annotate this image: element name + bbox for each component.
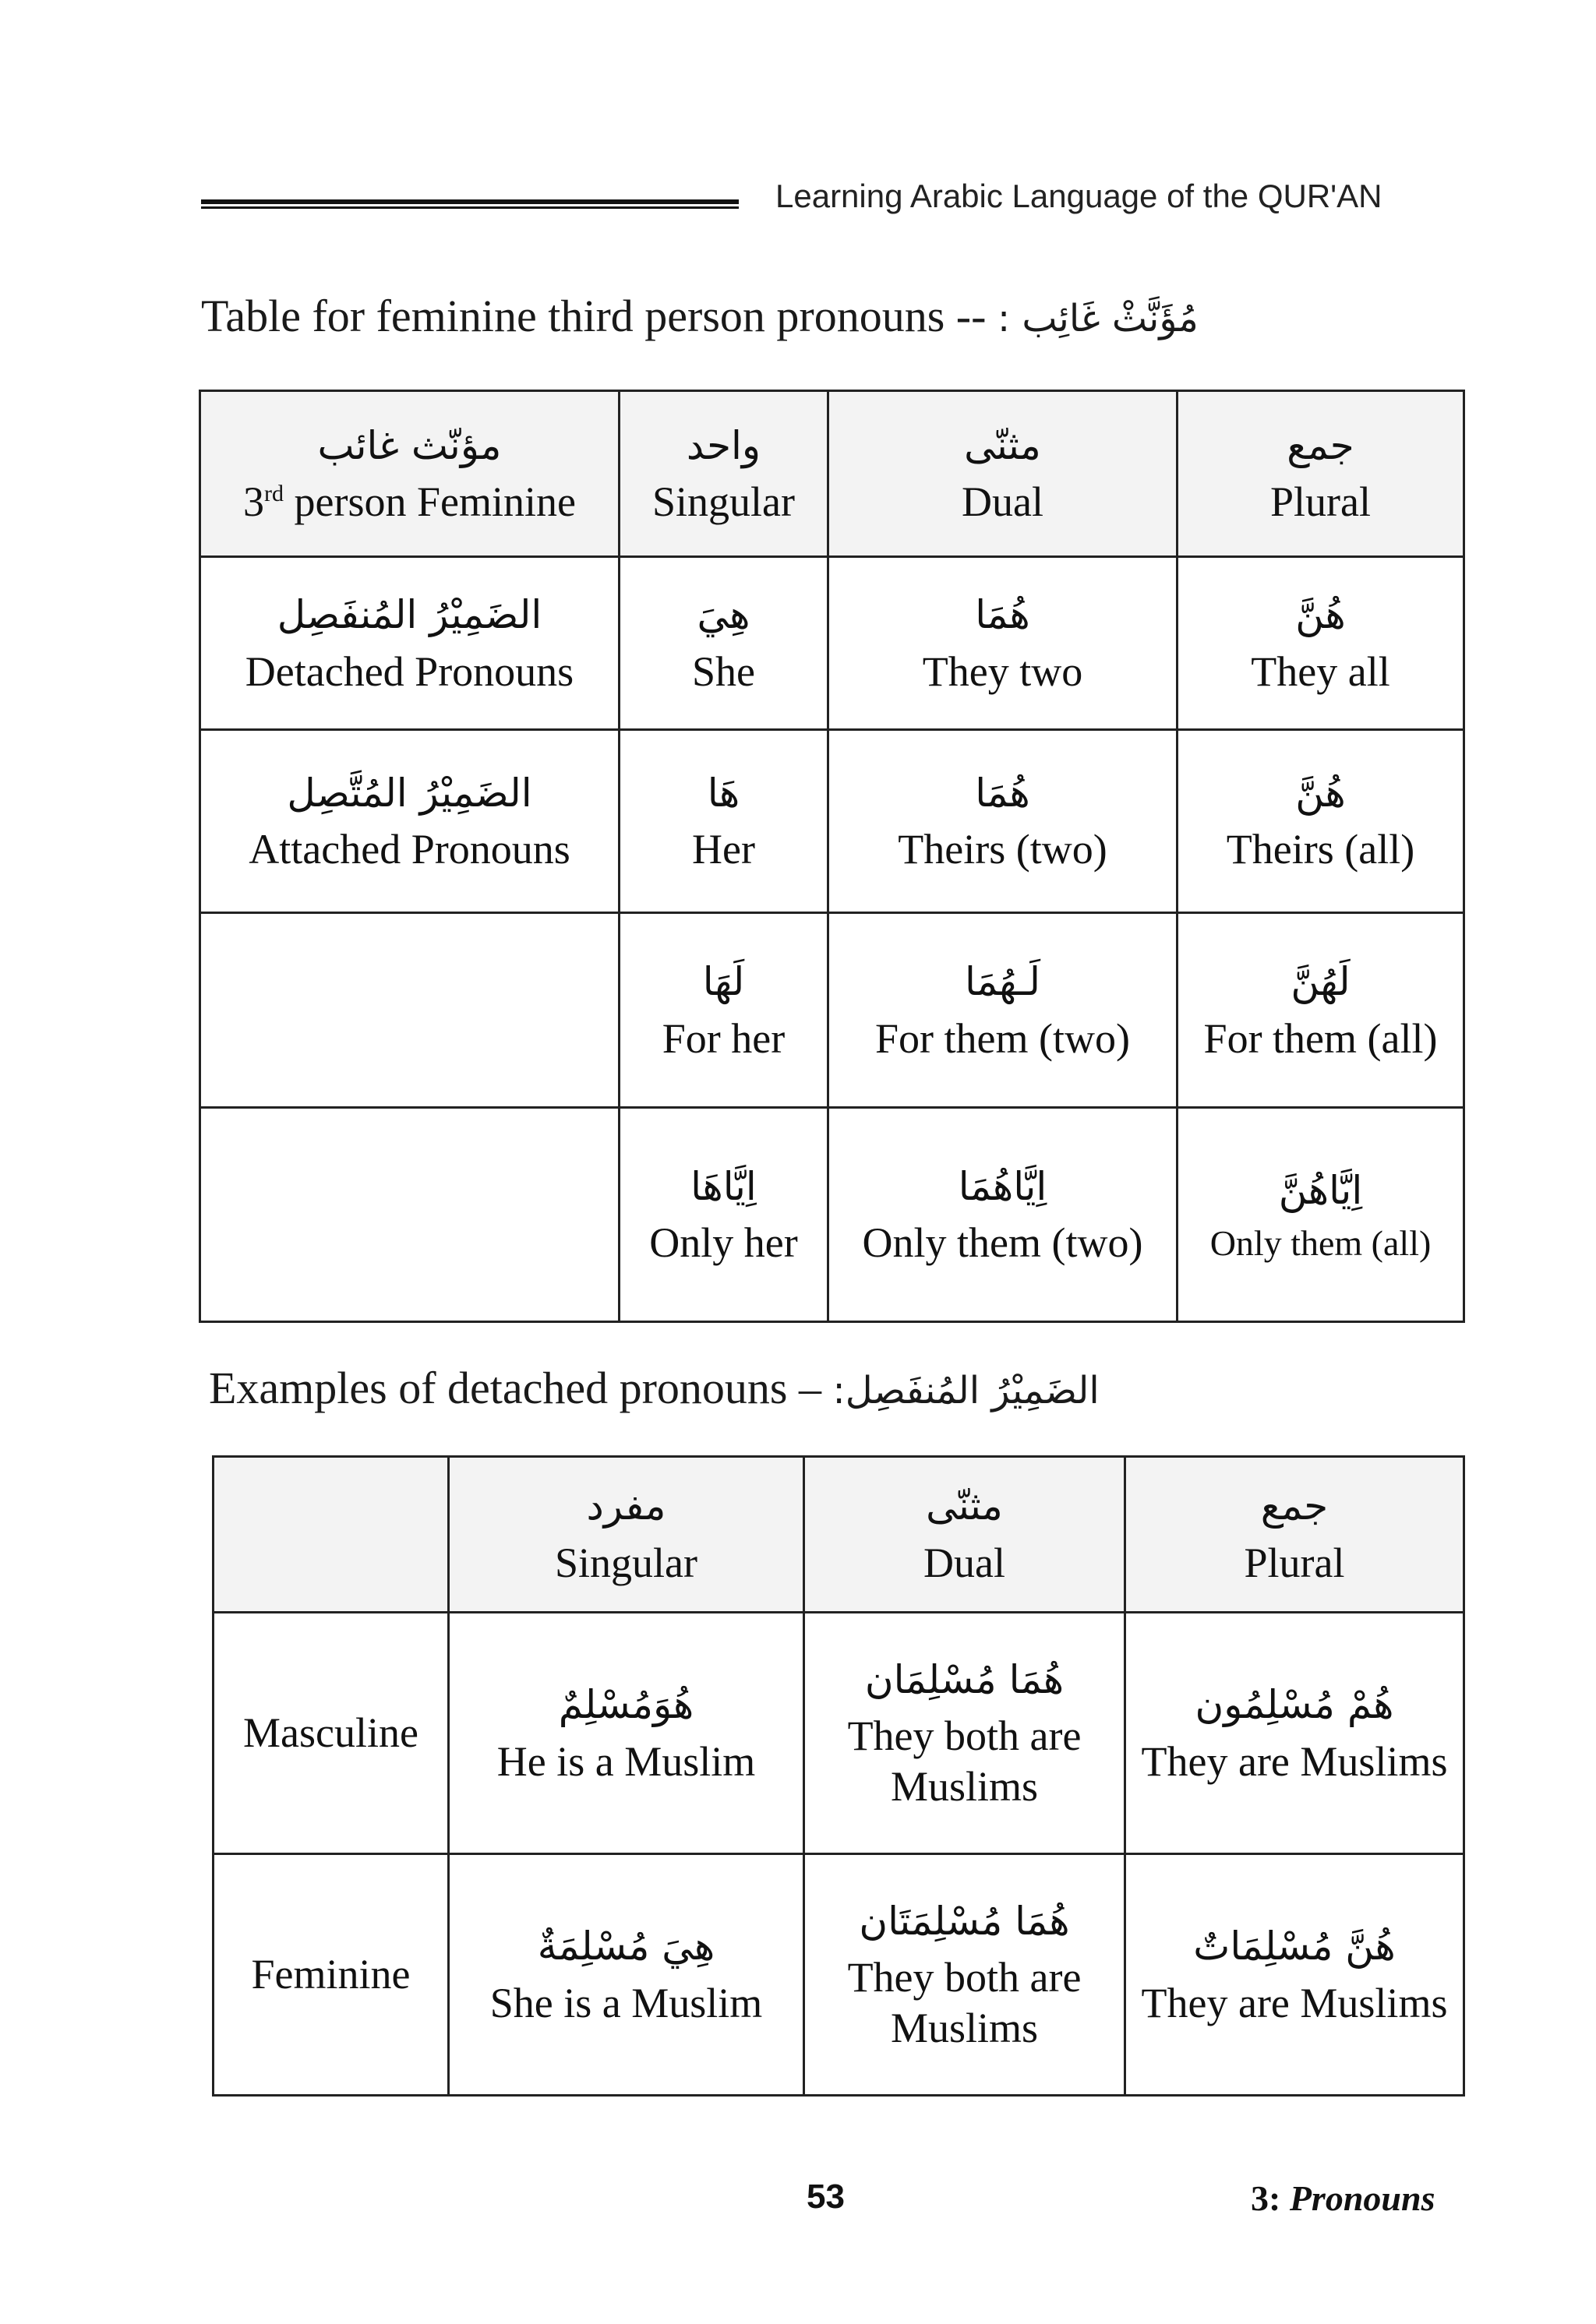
table2-intro-arabic: الضَمِيْرُ المُنفَصِل: [832, 1369, 1100, 1412]
cell-arabic: اِيَّاهُنَّ [1278, 1167, 1363, 1213]
cell-arabic: لَهُنَّ [1291, 959, 1351, 1005]
table1-header-cell [200, 391, 620, 557]
header-arabic: مثنّى [926, 1483, 1003, 1529]
cell-arabic: هُمَا مُسْلِمَان [864, 1656, 1065, 1702]
cell-english: They all [1251, 647, 1390, 695]
table-cell [828, 1108, 1178, 1322]
header-arabic: مؤنّث غائب [317, 422, 502, 468]
cell-english: She is a Muslim [489, 1979, 763, 2026]
table-cell [449, 1854, 804, 2096]
table2-header-cell [449, 1457, 804, 1613]
page-number: 53 [807, 2178, 845, 2216]
cell-english: For them (two) [875, 1014, 1130, 1062]
feminine-pronouns-table [199, 390, 1465, 1323]
cell-english: Theirs (all) [1226, 826, 1415, 873]
cell-english: He is a Muslim [496, 1737, 756, 1785]
cell-arabic: اِيَّاهَا [690, 1163, 757, 1209]
table-cell [1125, 1854, 1464, 2096]
table2-corner-cell [214, 1457, 449, 1613]
chapter-title: Pronouns [1289, 2178, 1435, 2218]
cell-arabic: هِيَ [697, 592, 750, 638]
row-label-english: Detached Pronouns [245, 647, 574, 695]
cell-english: They both are Muslims [847, 1954, 1082, 2052]
cell-english: Only her [649, 1219, 798, 1267]
row-label: Feminine [251, 1951, 411, 1998]
table1-intro [201, 290, 1199, 342]
row-label-arabic: الضَمِيْرُ المُتَّصِل [287, 770, 532, 816]
cell-arabic: هُنَّ [1295, 592, 1346, 638]
table-cell [620, 913, 828, 1108]
cell-arabic: هُمَا مُسْلِمَتَان [859, 1898, 1070, 1944]
table2-header-cell [1125, 1457, 1464, 1613]
cell-english: They are Muslims [1141, 1737, 1448, 1785]
table2-intro-text: Examples of detached pronouns – [209, 1363, 822, 1413]
table-cell [804, 1613, 1125, 1854]
table1-header-row [200, 391, 1464, 557]
cell-english: Only them (all) [1209, 1223, 1432, 1264]
table1-header-cell [620, 391, 828, 557]
cell-arabic: هُنَّ [1295, 770, 1346, 816]
header-english: Plural [1270, 478, 1371, 526]
table2-header-cell [804, 1457, 1125, 1613]
cell-english: For them (all) [1203, 1014, 1438, 1062]
table-row [214, 1613, 1464, 1854]
table1-intro-text: Table for feminine third person pronouns -- [201, 291, 987, 341]
cell-arabic: هُنَّ مُسْلِمَاتٌ [1193, 1924, 1396, 1970]
table-row [200, 557, 1464, 730]
cell-english: Only them (two) [862, 1219, 1143, 1267]
cell-english: They two [922, 647, 1083, 695]
cell-english: They both are Muslims [847, 1712, 1082, 1811]
table1-intro-arabic: مُؤَنَّثْ غَائِب : [997, 297, 1199, 340]
table1-header-cell [828, 391, 1178, 557]
table-row [200, 1108, 1464, 1322]
table-cell [1178, 913, 1464, 1108]
chapter-number: 3: [1251, 2178, 1281, 2218]
header-english: Dual [923, 1539, 1005, 1586]
header-english: Singular [652, 478, 795, 526]
table-cell [1178, 557, 1464, 730]
cell-arabic: اِيَّاهُمَا [958, 1163, 1047, 1209]
row-label: Masculine [243, 1709, 418, 1757]
row-label-cell [200, 557, 620, 730]
chapter-label [1251, 2178, 1435, 2219]
table-row [200, 730, 1464, 913]
cell-arabic: هَا [707, 770, 740, 816]
table-cell [804, 1854, 1125, 2096]
header-rule [201, 199, 739, 209]
row-label-english: Attached Pronouns [249, 826, 570, 873]
table-row [214, 1854, 1464, 2096]
detached-examples-table [212, 1455, 1465, 2097]
cell-arabic: لَـهُمَا [964, 959, 1041, 1005]
cell-arabic: هُوَمُسْلِمٌ [558, 1682, 694, 1728]
header-english: Plural [1244, 1539, 1345, 1586]
row-label-arabic: الضَمِيْرُ المُنفَصِل [277, 592, 542, 638]
cell-english: She [692, 647, 755, 695]
header-arabic: جمع [1287, 422, 1354, 468]
row-label-cell [214, 1613, 449, 1854]
cell-english: Theirs (two) [898, 826, 1107, 873]
header-arabic: جمع [1260, 1483, 1329, 1529]
table1-header-cell [1178, 391, 1464, 557]
table-row [200, 913, 1464, 1108]
table-cell [828, 730, 1178, 913]
running-title: Learning Arabic Language of the QUR'AN [775, 178, 1382, 214]
cell-english: For her [662, 1014, 786, 1062]
table-cell [1178, 1108, 1464, 1322]
row-label-cell [200, 1108, 620, 1322]
cell-arabic: لَهَا [702, 959, 745, 1005]
header-arabic: واحد [686, 422, 761, 468]
row-label-cell [214, 1854, 449, 2096]
table-cell [620, 557, 828, 730]
table-cell [620, 1108, 828, 1322]
header-english: Dual [962, 478, 1043, 526]
table-cell [449, 1613, 804, 1854]
cell-english: They are Muslims [1141, 1979, 1448, 2026]
cell-english: Her [692, 826, 755, 873]
table-cell [620, 730, 828, 913]
cell-arabic: هُمَا [975, 592, 1030, 638]
table2-intro [209, 1362, 1100, 1414]
table-cell [828, 913, 1178, 1108]
cell-arabic: هُمْ مُسْلِمُون [1195, 1682, 1394, 1728]
table-cell [828, 557, 1178, 730]
table-cell [1125, 1613, 1464, 1854]
table-cell [1178, 730, 1464, 913]
cell-arabic: هِيَ مُسْلِمَةٌ [537, 1924, 715, 1970]
header-english: Singular [555, 1539, 697, 1586]
row-label-cell [200, 913, 620, 1108]
cell-arabic: هُمَا [975, 770, 1030, 816]
header-arabic: مفرد [586, 1483, 666, 1529]
row-label-cell [200, 730, 620, 913]
header-english: 3rd person Feminine [243, 478, 576, 526]
table2-header-row [214, 1457, 1464, 1613]
header-arabic: مثنّى [964, 422, 1041, 468]
